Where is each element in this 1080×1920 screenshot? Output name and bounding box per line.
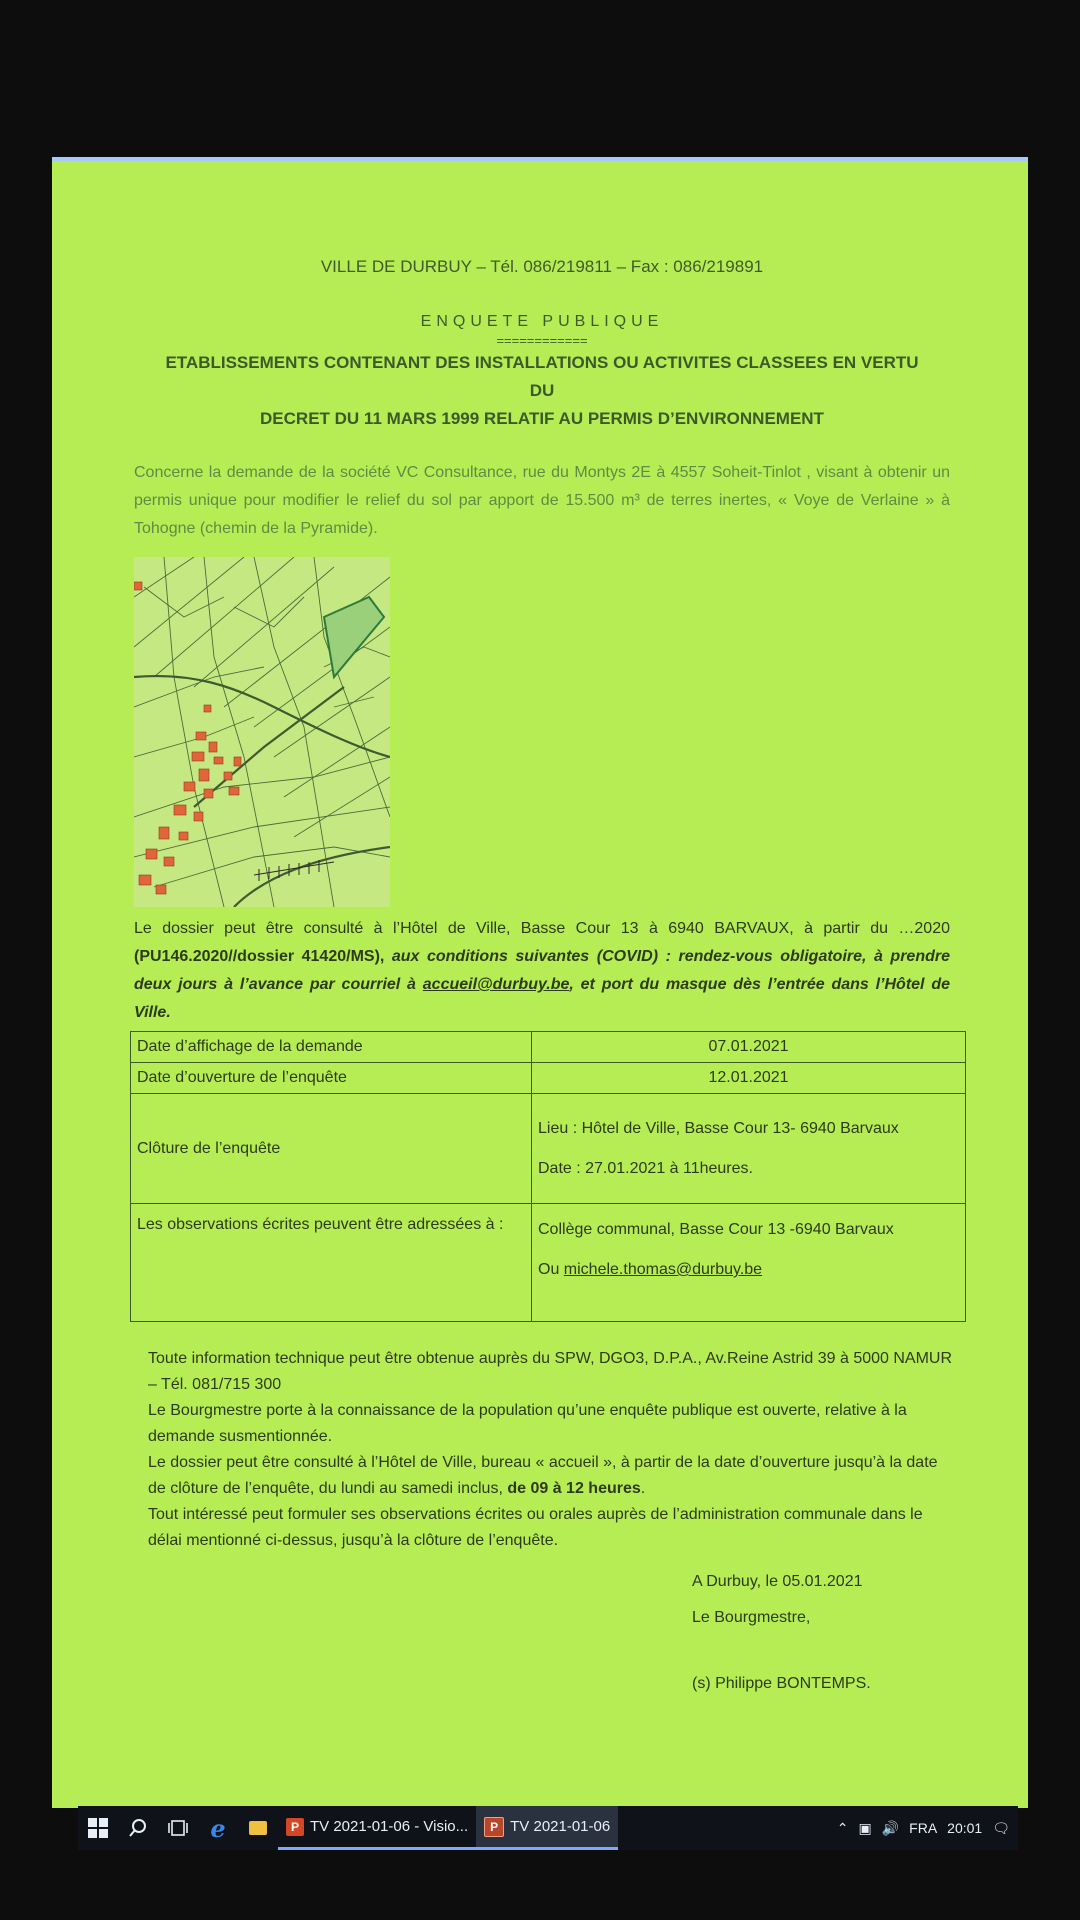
closing-place: Lieu : Hôtel de Ville, Basse Cour 13- 6940 Barvaux [538,1119,899,1137]
intro-paragraph: Concerne la demande de la société VC Consultance, rue du Montys 2E à 4557 Soheit-Tinlot , visant à obtenir un permis unique pour modifier le relief du sol par apport de 15.500 m³ de terres inertes, « Voye de Verlaine » à Tohogne (chemin de la Pyramide). [134,464,950,537]
system-tray [837,1820,1018,1837]
windows-start-icon[interactable] [78,1806,118,1850]
document-header: VILLE DE DURBUY – Tél. 086/219811 – Fax : 086/219891 [320,257,764,276]
document-title: ENQUETE PUBLIQUE [420,313,664,330]
search-icon[interactable] [118,1806,158,1850]
monitor-screen [52,157,1028,1808]
footer-p3-text: Le dossier peut être consulté à l’Hôtel de Ville, bureau « accueil », à partir de la date d’ouverture jusqu’à la date de clôture de l’enquête, du lundi au samedi inclus, [148,1454,938,1497]
powerpoint-slideshow-icon: P [484,1817,504,1837]
location-map [134,557,390,907]
clock[interactable]: 20:01 [947,1820,983,1836]
heading-line-1: ETABLISSEMENTS CONTENANT DES INSTALLATIONS OU ACTIVITES CLASSEES EN VERTU DU [165,353,919,400]
table-cell-value [532,1204,966,1322]
taskbar-app-visio[interactable] [278,1806,476,1850]
taskbar-app-presentation[interactable] [476,1806,618,1850]
dossier-text: Le dossier peut être consulté à l’Hôtel de Ville, Basse Cour 13 à 6940 BARVAUX, à partir du …2020 [134,920,950,937]
chevron-up-icon[interactable]: ⌃ [836,1819,849,1836]
table-cell-value [532,1094,966,1204]
observations-address: Collège communal, Basse Cour 13 -6940 Barvaux [538,1221,894,1238]
table-cell-label: Les observations écrites peuvent être adressées à : [131,1204,532,1322]
taskbar [78,1806,1018,1850]
table-cell-value: 07.01.2021 [532,1032,966,1063]
table-cell-value: 12.01.2021 [532,1063,966,1094]
opening-hours: de 09 à 12 heures [507,1480,641,1497]
signature-block [692,1564,950,1702]
notification-icon[interactable]: 🗨 [992,1819,1010,1836]
language-indicator[interactable]: FRA [909,1820,938,1836]
footer-paragraph-1: Toute information technique peut être obtenue auprès du SPW, DGO3, D.P.A., Av.Reine Astrid 39 à 5000 NAMUR – Tél. 081/715 300 [148,1350,953,1393]
footer-paragraph-2: Le Bourgmestre porte à la connaissance de la population qu’une enquête publique est ouverte, relative à la demande susmentionnée. [148,1402,907,1445]
powerpoint-icon: P [286,1818,304,1836]
footer-paragraph-3 [148,1450,958,1502]
table-cell-label: Clôture de l’enquête [131,1094,532,1204]
volume-icon[interactable]: 🔊 [881,1819,900,1836]
signature-role: Le Bourgmestre, [692,1609,811,1626]
footer-paragraph-4: Tout intéressé peut formuler ses observations écrites ou orales auprès de l’administration communale dans le délai mentionné ci-dessus, jusqu’à la clôture de l’enquête. [148,1506,923,1549]
signature-name: (s) Philippe BONTEMPS. [692,1675,871,1692]
taskbar-app-label: TV 2021-01-06 [510,1818,611,1835]
footer-text [148,1346,958,1554]
table-row [131,1063,966,1094]
taskbar-app-label: TV 2021-01-06 - Visio... [310,1818,469,1835]
enquiry-table [130,1031,966,1322]
file-explorer-icon[interactable] [238,1806,278,1850]
network-icon[interactable]: ▣ [858,1819,872,1836]
dossier-end: , et port du masque dès l’entrée dans l’Hôtel de Ville. [134,976,950,1021]
heading-line-2: DECRET DU 11 MARS 1999 RELATIF AU PERMIS D’ENVIRONNEMENT [260,409,824,428]
observations-email-link[interactable]: michele.thomas@durbuy.be [563,1261,763,1278]
dossier-paragraph [134,915,950,1027]
footer-p3-end: . [640,1480,646,1497]
table-row [131,1094,966,1204]
edge-browser-icon[interactable]: e [210,1813,226,1843]
dossier-reference: (PU146.2020//dossier 41420/MS), [134,948,385,965]
observations-email-line [538,1250,959,1290]
dossier-conditions: aux conditions suivantes (COVID) : rendez-vous obligatoire, à prendre deux jours à l’avance par courriel à [134,948,950,993]
table-cell-label: Date d’ouverture de l’enquête [131,1063,532,1094]
document [134,257,953,1702]
accueil-email-link[interactable]: accueil@durbuy.be [422,976,570,993]
document-heading [152,349,932,433]
task-view-icon[interactable] [158,1806,198,1850]
title-rule: ============ [496,333,588,348]
table-cell-label: Date d’affichage de la demande [131,1032,532,1063]
or-text: Ou [538,1261,564,1278]
table-row [131,1032,966,1063]
signature-place-date: A Durbuy, le 05.01.2021 [692,1573,863,1590]
table-row [131,1204,966,1322]
closing-date: Date : 27.01.2021 à 11heures. [538,1159,753,1177]
